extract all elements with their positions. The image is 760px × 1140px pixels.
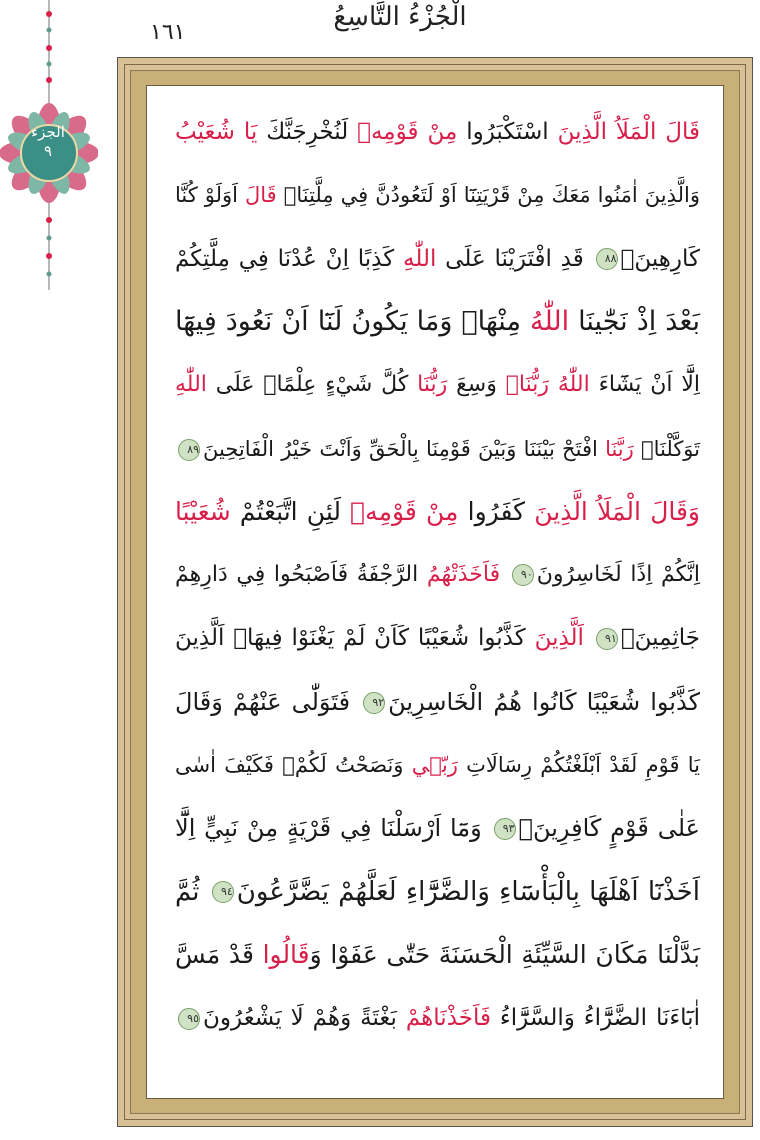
verse-segment: كَذِبًا اِنْ عُدْنَا فِي مِلَّتِكُمْ	[175, 245, 404, 272]
verse-line	[175, 175, 700, 215]
verse-segment: افْتَحْ بَيْنَنَا وَبَيْنَ قَوْمِنَا بِالْحَقِّ وَاَنْتَ خَيْرُ الْفَاتِحِينَ	[203, 436, 606, 461]
ayah-number-marker: ٩٤	[212, 881, 234, 903]
verse-segment: كُلَّ شَيْءٍ عِلْمًاۜ عَلَى	[206, 372, 418, 398]
page-number: ١٦١	[150, 20, 186, 45]
juz-marker-word: الجزء	[31, 123, 65, 141]
verse-line	[175, 429, 700, 469]
verse-segment: اِلَّٓا اَنْ يَشَٓاءَ	[589, 372, 700, 398]
verse-segment: اٰبَٓاءَنَا الضَّرَّٓاءُ وَالسَّرَّٓاءُ	[491, 1005, 700, 1032]
verse-segment: مِنْهَاۜ وَمَا يَكُونُ لَنَٓا اَنْ نَعُودَ فِيهَٓا	[175, 305, 530, 337]
verse-line	[175, 239, 700, 279]
verse-line	[175, 492, 700, 532]
verse-segment: كَذَّبُوا شُعَيْبًا كَانُوا هُمُ الْخَاسِرِينَ	[388, 687, 700, 716]
ayah-number-marker: ٩١	[596, 628, 618, 650]
verse-segment-red: مِنْ قَوْمِهٖ	[357, 119, 458, 145]
ayah-number-marker: ٩٢	[363, 692, 385, 714]
verse-segment: تَوَكَّلْنَاۜ	[633, 436, 701, 461]
ayah-number-marker: ٩٠	[512, 564, 534, 586]
verse-line	[175, 808, 700, 848]
verse-line	[175, 745, 700, 785]
ayah-number-marker: ٩٥	[178, 1008, 200, 1030]
verse-segment: كَفَرُوا	[458, 496, 535, 526]
verse-line	[175, 998, 700, 1038]
verse-segment-red: قَالُوا	[262, 939, 310, 969]
verse-line	[175, 555, 700, 595]
juz-marker-number: ٩	[43, 142, 53, 160]
verse-segment-red: فَاَخَذَتْهُمُ	[426, 562, 509, 588]
verse-segment: بَدَّلْنَا مَكَانَ السَّيِّئَةِ الْحَسَنَةَ حَتّٰى عَفَوْا وَ	[309, 939, 700, 969]
verse-segment: اِنَّكُمْ اِذًا لَخَاسِرُونَ	[536, 562, 700, 588]
verse-segment-red: يَا شُعَيْبُ	[175, 119, 258, 145]
verse-segment-red: مِنْ قَوْمِهٖ	[350, 496, 459, 526]
verse-segment: فَتَوَلّٰى عَنْهُمْ وَقَالَ	[175, 687, 361, 716]
verse-segment: قَدْ مَسَّ	[175, 939, 263, 969]
verse-segment: وَسِعَ	[447, 372, 506, 398]
verse-line	[175, 365, 700, 405]
verse-segment: اَخَذْنَٓا اَهْلَهَا بِالْبَأْسَٓاءِ وَالضَّرَّٓاءِ لَعَلَّهُمْ يَضَّرَّعُونَ	[236, 876, 700, 907]
verse-segment-red: قَالَ	[245, 183, 277, 208]
verse-segment: قَدِ افْتَرَيْنَا عَلَى	[436, 245, 593, 272]
verse-segment-red: قَالَ الْمَلَاُ الَّذِينَ	[557, 119, 701, 145]
verse-segment-red: فَاَخَذْنَاهُمْ	[405, 1005, 491, 1032]
juz-title: الْجُزْءُ التَّاسِعُ	[333, 2, 467, 32]
verse-segment: بَعْدَ اِذْ نَجّٰينَا	[569, 305, 700, 337]
verse-segment: اَوَلَوْ كُنَّا	[175, 183, 246, 208]
verse-segment: ثُمَّ	[175, 876, 209, 907]
verse-segment-red: رَبّ۪ي	[411, 753, 458, 777]
verse-segment-red: اَلَّذِينَ	[534, 625, 593, 652]
verse-segment: وَمَٓا اَرْسَلْنَا فِي قَرْيَةٍ مِنْ نَبِيٍّ اِلَّٓا	[175, 814, 491, 843]
verse-segment-red: رَبُّنَا	[417, 372, 448, 398]
verse-segment-red: شُعَيْبًا	[175, 496, 231, 526]
verse-segment: بَغْتَةً وَهُمْ لَا يَشْعُرُونَ	[203, 1005, 406, 1032]
verse-segment: عَلٰى قَوْمٍ كَافِرِينَ۟	[518, 814, 701, 843]
verse-segment-red: اللّٰهُ رَبُّنَاۜ	[505, 372, 590, 398]
ayah-number-marker: ٨٩	[178, 439, 200, 461]
verse-line	[175, 618, 700, 658]
juz-marker-label	[19, 123, 77, 161]
verse-segment: لَئِنِ اتَّبَعْتُمْ	[230, 496, 351, 526]
verse-segment: جَاثِمِينَۚ	[620, 625, 700, 652]
verse-segment-red: رَبَّنَا	[605, 436, 634, 461]
verse-segment: كَارِهِينَۚ	[620, 245, 700, 272]
verse-segment-red: وَقَالَ الْمَلَاُ الَّذِينَ	[534, 496, 700, 526]
verse-line	[175, 112, 700, 152]
verse-segment: الرَّجْفَةُ فَاَصْبَحُوا فِي دَارِهِمْ	[175, 562, 427, 588]
verse-segment: كَذَّبُوا شُعَيْبًا كَاَنْ لَمْ يَغْنَوْا فِيهَاۚ اَلَّذِينَ	[175, 625, 535, 652]
verse-segment: وَنَصَحْتُ لَكُمْۚ فَكَيْفَ اٰسٰى	[175, 753, 412, 777]
ayah-number-marker: ٩٣	[494, 818, 516, 840]
verse-segment: لَنُخْرِجَنَّكَ	[257, 119, 358, 145]
ayah-number-marker: ٨٨	[596, 248, 618, 270]
verse-line	[175, 872, 700, 912]
verse-line	[175, 302, 700, 342]
verse-segment-red: اللّٰهُ	[529, 305, 570, 337]
verse-segment: وَالَّذِينَ اٰمَنُوا مَعَكَ مِنْ قَرْيَتِنَٓا اَوْ لَتَعُودُنَّ فِي مِلَّتِنَاۜ	[276, 183, 700, 208]
verse-line	[175, 935, 700, 975]
verse-segment-red: اللّٰهِ	[403, 245, 437, 272]
verse-line	[175, 682, 700, 722]
verse-segment-red: اللّٰهِ	[175, 372, 207, 398]
verse-segment: يَا قَوْمِ لَقَدْ اَبْلَغْتُكُمْ رِسَالَاتِ	[457, 753, 701, 777]
verse-segment: اسْتَكْبَرُوا	[457, 119, 558, 145]
